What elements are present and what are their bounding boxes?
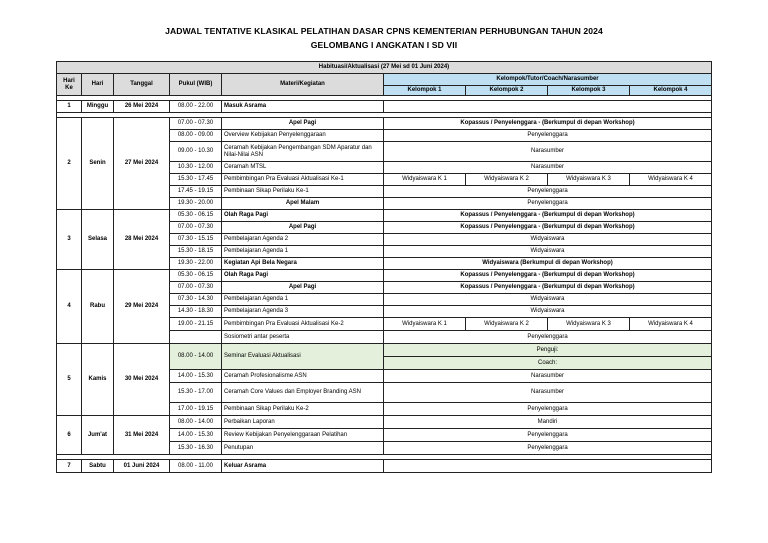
assignee-cell: Kopassus / Penyelenggara - (Berkumpul di depan Workshop) xyxy=(384,222,712,234)
time-cell: 17.00 - 19.15 xyxy=(170,403,222,416)
time-cell: 05.30 - 06.15 xyxy=(170,210,222,222)
day-name: Rabu xyxy=(82,270,114,344)
activity-cell: Apel Malam xyxy=(222,198,384,210)
activity-cell: Apel Pagi xyxy=(222,222,384,234)
time-cell: 14.00 - 15.30 xyxy=(170,429,222,442)
day-name: Senin xyxy=(82,118,114,210)
day-number: 6 xyxy=(57,416,82,455)
time-cell: 15.30 - 17.45 xyxy=(170,174,222,186)
assignee-cell: Widyaiswara xyxy=(384,294,712,306)
table-row xyxy=(57,416,712,429)
header-kelompok-3: Kelompok 3 xyxy=(548,86,630,96)
day-number: 1 xyxy=(57,101,82,113)
activity-cell: Penutupan xyxy=(222,442,384,455)
activity-cell: Ceramah Profesionalisme ASN xyxy=(222,370,384,383)
header-kelompok-group: Kelompok/Tutor/Coach/Narasumber xyxy=(384,74,712,86)
time-cell: 07.30 - 15.15 xyxy=(170,234,222,246)
header-hari: Hari xyxy=(82,74,114,96)
activity-cell: Apel Pagi xyxy=(222,282,384,294)
time-cell: 05.30 - 06.15 xyxy=(170,270,222,282)
assignee-cell: Narasumber xyxy=(384,142,712,162)
header-tanggal: Tanggal xyxy=(114,74,170,96)
day-name: Kamis xyxy=(82,344,114,416)
table-row xyxy=(57,210,712,222)
activity-cell: Pembimbingan Pra Evaluasi Aktualisasi Ke-2 xyxy=(222,318,384,331)
assignee-cell: Kopassus / Penyelenggara - (Berkumpul di depan Workshop) xyxy=(384,210,712,222)
activity-cell: Review Kebijakan Penyelenggaraan Pelatihan xyxy=(222,429,384,442)
kelompok-3-cell: Widyaiswara K 3 xyxy=(548,174,630,186)
time-cell xyxy=(170,331,222,344)
time-cell: 15.30 - 16.30 xyxy=(170,442,222,455)
activity-cell: Masuk Asrama xyxy=(222,101,384,113)
assignee-cell xyxy=(384,460,712,473)
assignee-cell: Widyaiswara (Berkumpul di depan Workshop) xyxy=(384,258,712,270)
coach-cell: Coach: xyxy=(384,357,712,370)
assignee-cell: Widyaiswara xyxy=(384,246,712,258)
assignee-cell: Widyaiswara xyxy=(384,234,712,246)
assignee-cell: Penyelenggara xyxy=(384,442,712,455)
time-cell: 08.00 - 09.00 xyxy=(170,130,222,142)
schedule-table xyxy=(56,61,712,473)
assignee-cell: Narasumber xyxy=(384,370,712,383)
header-kelompok-2: Kelompok 2 xyxy=(466,86,548,96)
day-number: 4 xyxy=(57,270,82,344)
assignee-cell: Penyelenggara xyxy=(384,130,712,142)
day-date: 29 Mei 2024 xyxy=(114,270,170,344)
assignee-cell: Penyelenggara xyxy=(384,186,712,198)
assignee-cell: Kopassus / Penyelenggara - (Berkumpul di depan Workshop) xyxy=(384,270,712,282)
document-title: JADWAL TENTATIVE KLASIKAL PELATIHAN DASAR CPNS KEMENTERIAN PERHUBUNGAN TAHUN 2024 xyxy=(165,26,603,36)
day-date: 30 Mei 2024 xyxy=(114,344,170,416)
day-date: 01 Juni 2024 xyxy=(114,460,170,473)
assignee-cell: Kopassus / Penyelenggara - (Berkumpul di depan Workshop) xyxy=(384,282,712,294)
activity-cell: Seminar Evaluasi Aktualisasi xyxy=(222,344,384,370)
time-cell: 17.45 - 19.15 xyxy=(170,186,222,198)
time-cell: 07.30 - 14.30 xyxy=(170,294,222,306)
day-date: 31 Mei 2024 xyxy=(114,416,170,455)
day-number: 5 xyxy=(57,344,82,416)
day-number: 2 xyxy=(57,118,82,210)
activity-cell: Olah Raga Pagi xyxy=(222,210,384,222)
assignee-cell: Narasumber xyxy=(384,383,712,403)
table-row xyxy=(57,460,712,473)
time-cell: 19.30 - 22.00 xyxy=(170,258,222,270)
day-number: 3 xyxy=(57,210,82,270)
day-date: 28 Mei 2024 xyxy=(114,210,170,270)
assignee-cell: Narasumber xyxy=(384,162,712,174)
assignee-cell: Penyelenggara xyxy=(384,429,712,442)
activity-cell: Pembimbingan Pra Evaluasi Aktualisasi Ke-1 xyxy=(222,174,384,186)
activity-cell: Perbaikan Laporan xyxy=(222,416,384,429)
activity-cell: Ceramah Core Values dan Employer Branding ASN xyxy=(222,383,384,403)
day-name: Jum'at xyxy=(82,416,114,455)
time-cell: 08.00 - 14.00 xyxy=(170,344,222,370)
time-cell: 10.30 - 12.00 xyxy=(170,162,222,174)
time-cell: 15.30 - 18.15 xyxy=(170,246,222,258)
time-cell: 14.00 - 15.30 xyxy=(170,370,222,383)
assignee-cell: Mandiri xyxy=(384,416,712,429)
time-cell: 07.00 - 07.30 xyxy=(170,118,222,130)
kelompok-4-cell: Widyaiswara K 4 xyxy=(630,174,712,186)
header-kelompok-1: Kelompok 1 xyxy=(384,86,466,96)
time-cell: 19.00 - 21.15 xyxy=(170,318,222,331)
day-number: 7 xyxy=(57,460,82,473)
time-cell: 07.00 - 07.30 xyxy=(170,222,222,234)
header-kelompok-4: Kelompok 4 xyxy=(630,86,712,96)
day-date: 27 Mei 2024 xyxy=(114,118,170,210)
table-row xyxy=(57,118,712,130)
assignee-cell: Penyelenggara xyxy=(384,198,712,210)
activity-cell: Sosiometri antar peserta xyxy=(222,331,384,344)
time-cell: 08.00 - 14.00 xyxy=(170,416,222,429)
time-cell: 09.00 - 10.30 xyxy=(170,142,222,162)
activity-cell: Kegiatan Api Bela Negara xyxy=(222,258,384,270)
activity-cell: Pembelajaran Agenda 2 xyxy=(222,234,384,246)
activity-cell: Pembelajaran Agenda 1 xyxy=(222,246,384,258)
assignee-cell: Kopassus / Penyelenggara - (Berkumpul di depan Workshop) xyxy=(384,118,712,130)
document-subtitle: GELOMBANG I ANGKATAN I SD VII xyxy=(310,40,458,50)
activity-cell: Pembinaan Sikap Perilaku Ke-2 xyxy=(222,403,384,416)
day-name: Sabtu xyxy=(82,460,114,473)
activity-cell: Pembelajaran Agenda 3 xyxy=(222,306,384,318)
activity-cell: Ceramah MTSL xyxy=(222,162,384,174)
assignee-cell xyxy=(384,101,712,113)
table-row xyxy=(57,101,712,113)
time-cell: 15.30 - 17.00 xyxy=(170,383,222,403)
activity-cell: Overview Kebijakan Penyelenggaraan xyxy=(222,130,384,142)
kelompok-2-cell: Widyaiswara K 2 xyxy=(466,174,548,186)
time-cell: 19.30 - 20.00 xyxy=(170,198,222,210)
day-name: Minggu xyxy=(82,101,114,113)
table-row xyxy=(57,270,712,282)
table-row xyxy=(57,344,712,357)
header-pukul: Pukul (WIB) xyxy=(170,74,222,96)
assignee-cell: Penyelenggara xyxy=(384,331,712,344)
day-name: Selasa xyxy=(82,210,114,270)
activity-cell: Pembelajaran Agenda 1 xyxy=(222,294,384,306)
day-date: 26 Mei 2024 xyxy=(114,101,170,113)
header-hari-ke: Hari Ke xyxy=(57,74,82,96)
kelompok-4-cell: Widyaiswara K 4 xyxy=(630,318,712,331)
penguji-cell: Penguji: xyxy=(384,344,712,357)
activity-cell: Pembinaan Sikap Perilaku Ke-1 xyxy=(222,186,384,198)
section-header: Habituasi/Aktualisasi (27 Mei sd 01 Juni 2024) xyxy=(57,62,712,74)
time-cell: 08.00 - 22.00 xyxy=(170,101,222,113)
activity-cell: Olah Raga Pagi xyxy=(222,270,384,282)
assignee-cell: Widyaiswara xyxy=(384,306,712,318)
kelompok-2-cell: Widyaiswara K 2 xyxy=(466,318,548,331)
kelompok-1-cell: Widyaiswara K 1 xyxy=(384,318,466,331)
time-cell: 07.00 - 07.30 xyxy=(170,282,222,294)
activity-cell: Apel Pagi xyxy=(222,118,384,130)
kelompok-1-cell: Widyaiswara K 1 xyxy=(384,174,466,186)
kelompok-3-cell: Widyaiswara K 3 xyxy=(548,318,630,331)
header-materi: Materi/Kegiatan xyxy=(222,74,384,96)
assignee-cell: Penyelenggara xyxy=(384,403,712,416)
activity-cell: Ceramah Kebijakan Pengembangan SDM Aparatur dan Nilai-Nilai ASN xyxy=(222,142,384,162)
time-cell: 08.00 - 11.00 xyxy=(170,460,222,473)
activity-cell: Keluar Asrama xyxy=(222,460,384,473)
time-cell: 14.30 - 18.30 xyxy=(170,306,222,318)
